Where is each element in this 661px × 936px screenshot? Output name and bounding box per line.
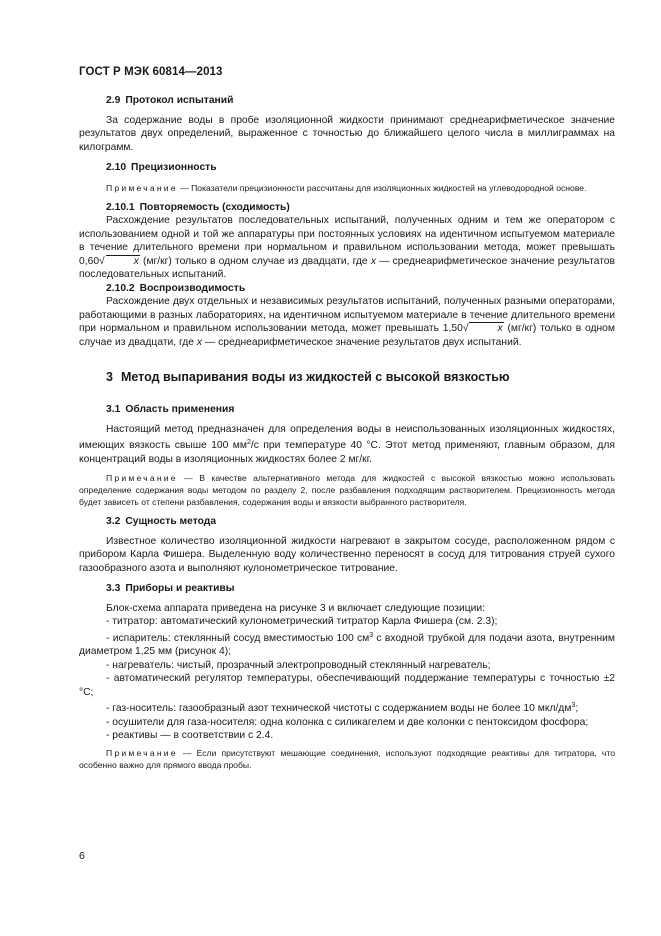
section-2-9-text: За содержание воды в пробе изоляционной жидкости принимают среднеарифметическое значение результатов двух определений, выраженное с точностью до ближайшего целого числа в миллиграммах на килограмм. (79, 114, 615, 153)
list-item: - автоматический регулятор температуры, обеспечивающий поддержание температуры с точностью ±2 °С; (79, 673, 615, 698)
sqrt-radicand: x (469, 322, 503, 334)
section-2-10-2-heading: 2.10.2 Воспроизводимость (106, 282, 246, 294)
sqrt-sign: √ (462, 323, 469, 334)
section-2-9-heading: 2.9 Протокол испытаний (106, 95, 234, 106)
section-2-10-note: Примечание — Показатели прецизионности рассчитаны для изоляционных жидкостей на углеводородной основе. (106, 182, 587, 193)
list-item: - нагреватель: чистый, прозрачный электропроводный стеклянный нагреватель; (106, 659, 491, 671)
section-2-10-1-heading: 2.10.1 Повторяемость (сходимость) (106, 201, 290, 213)
section-2-10-2-text: Расхождение двух отдельных и независимых результатов испытаний, полученных разными операторами, работающими в разных лабораториях, на идентичном испытуемом материале в течение длительного времени при нормальном и правильном использовании метода, может превышать 1,50√ x (мг/кг) только в одном случае из двадцати, где x — среднеарифметическое значение результатов двух испытаний. (79, 296, 615, 348)
section-3-3-heading: 3.3 Приборы и реактивы (106, 583, 235, 594)
section-3-1-note: Примечание — В качестве альтернативного метода для жидкостей с высокой вязкостью можно использовать определение содержания воды методом по разделу 2, после разбавления подходящим растворителем. Прецизионность метода будет зависеть от степени разбавления, содержания воды и вязкости выбранного растворителя. (79, 473, 615, 507)
page-number: 6 (79, 850, 85, 862)
sqrt-sign: √ (99, 255, 105, 267)
page-content (79, 94, 615, 771)
section-3-2-heading: 3.2 Сущность метода (106, 516, 217, 527)
sqrt-radicand: x (106, 255, 140, 267)
section-2-10-heading: 2.10 Прецизионность (106, 162, 217, 173)
list-item: - осушители для газа-носителя: одна колонка с силикагелем и две колонки с пентоксидом фосфора; (106, 716, 589, 728)
section-3-1-heading: 3.1 Область применения (106, 404, 235, 415)
section-3-heading: 3 Метод выпаривания воды из жидкостей с высокой вязкостью (106, 370, 510, 384)
section-3-3-intro: Блок-схема аппарата приведена на рисунке 3 и включает следующие позиции: (106, 602, 485, 614)
list-item: - титратор: автоматический кулонометрический титратор Карла Фишера (см. 2.3); (106, 616, 498, 627)
document-header: ГОСТ Р МЭК 60814—2013 (79, 66, 223, 78)
section-3-3-note: Примечание — Если присутствуют мешающие соединения, используют подходящие реактивы для титратора, что особенно важно для прямого ввода пробы. (79, 747, 615, 770)
section-2-10-1-text: Расхождение результатов последовательных испытаний, полученных одним и тем же оператором с использованием одной и той же аппаратуры при постоянных условиях на идентичном испытуемом материале в течение длительного времени при нормальном и правильном использовании метода, может превышать 0,60√ x (мг/кг) только в одном случае из двадцати, где x — среднеарифметическое значение результатов последовательных испытаний. (79, 215, 615, 280)
list-item: - испаритель: стеклянный сосуд вместимостью 100 $см^3$ с входной трубкой для подачи азота, внутренним диаметром 1,25 мм (рисунок 4); (79, 631, 615, 657)
section-3-1-text: Настоящий метод предназначен для определения воды в неиспользованных изоляционных жидкостях, имеющих вязкость свыше 100 $мм^2/с$ при температуре 40 °С. Этот метод применяют, главным образом, для концентраций воды в изоляционных жидкостях более 2 мг/кг. (79, 423, 615, 465)
list-item: - реактивы — в соответствии с 2.4. (106, 730, 274, 741)
section-3-2-text: Известное количество изоляционной жидкости нагревают в закрытом сосуде, расположенном рядом с прибором Карла Фишера. Выделенную воду количественно переносят в сосуд для титрования струей сухого газообразного азота и выполняют кулонометрическое титрование. (79, 535, 615, 574)
list-item: - газ-носитель: газообразный азот технической чистоты с содержанием воды не более 10 мкл/$дм^3$; (106, 702, 579, 714)
